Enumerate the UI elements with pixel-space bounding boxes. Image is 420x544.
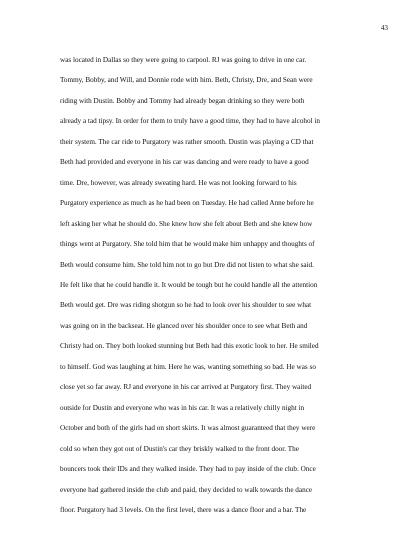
text-line: everyone had gathered inside the club and paid, they decided to walk towards the dance [60, 485, 313, 494]
text-line: bouncers took their IDs and they walked inside. They had to pay inside of the club. Once [60, 465, 316, 474]
text-line: October and both of the girls had on short skirts. It was almost guaranteed that they were [60, 424, 316, 433]
text-line: Beth would consume him. She told him not to go but Dre did not listen to what she said. [60, 260, 314, 269]
text-line: things went at Purgatory. She told him that he would make him unhappy and thoughts of [60, 240, 315, 249]
text-line: Beth would get. Dre was riding shotgun so he had to look over his shoulder to see what [60, 301, 312, 310]
text-line: was going on in the backseat. He glanced over his shoulder once to see what Beth and [60, 321, 308, 330]
text-line: was located in Dallas so they were going to carpool. RJ was going to drive in one car. [60, 56, 307, 64]
page-number: 43 [380, 24, 388, 32]
text-line: riding with Dustin. Bobby and Tommy had already began drinking so they were both [60, 96, 305, 105]
text-line: floor. Purgatory had 3 levels. On the first level, there was a dance floor and a bar. The [60, 505, 307, 514]
body-text [60, 50, 374, 520]
text-line: He felt like that he could handle it. It would be tough but he could handle all the attention [60, 280, 318, 289]
text-line: close yet so far away. RJ and everyone in his car arrived at Purgatory first. They waited [60, 383, 312, 392]
text-line: Tommy, Bobby, and Will, and Donnie rode with him. Beth, Christy, Dre, and Sean were [60, 76, 313, 85]
text-line: Christy had on. They both looked stunning but Beth had this exotic look to her. He smiled [60, 342, 319, 351]
text-line: time. Dre, however, was already sweating hard. He was not looking forward to his [60, 178, 297, 187]
text-line: left asking her what he should do. She knew how she felt about Beth and she knew how [60, 219, 313, 228]
text-line: cold so when they got out of Dustin's car they briskly walked to the front door. The [60, 444, 299, 453]
text-line: their system. The car ride to Purgatory was rather smooth. Dustin was playing a CD that [60, 137, 314, 146]
text-line: to himself. God was laughing at him. Here he was, wanting something so bad. He was so [60, 362, 316, 371]
text-line: outside for Dustin and everyone who was in his car. It was a relatively chilly night in [60, 403, 305, 412]
text-line: Purgatory experience as much as he had been on Tuesday. He had called Anne before he [60, 199, 314, 208]
text-line: already a tad tipsy. In order for them to truly have a good time, they had to have alcohol in [60, 117, 320, 126]
text-line: Beth had provided and everyone in his car was dancing and were ready to have a good [60, 158, 309, 167]
